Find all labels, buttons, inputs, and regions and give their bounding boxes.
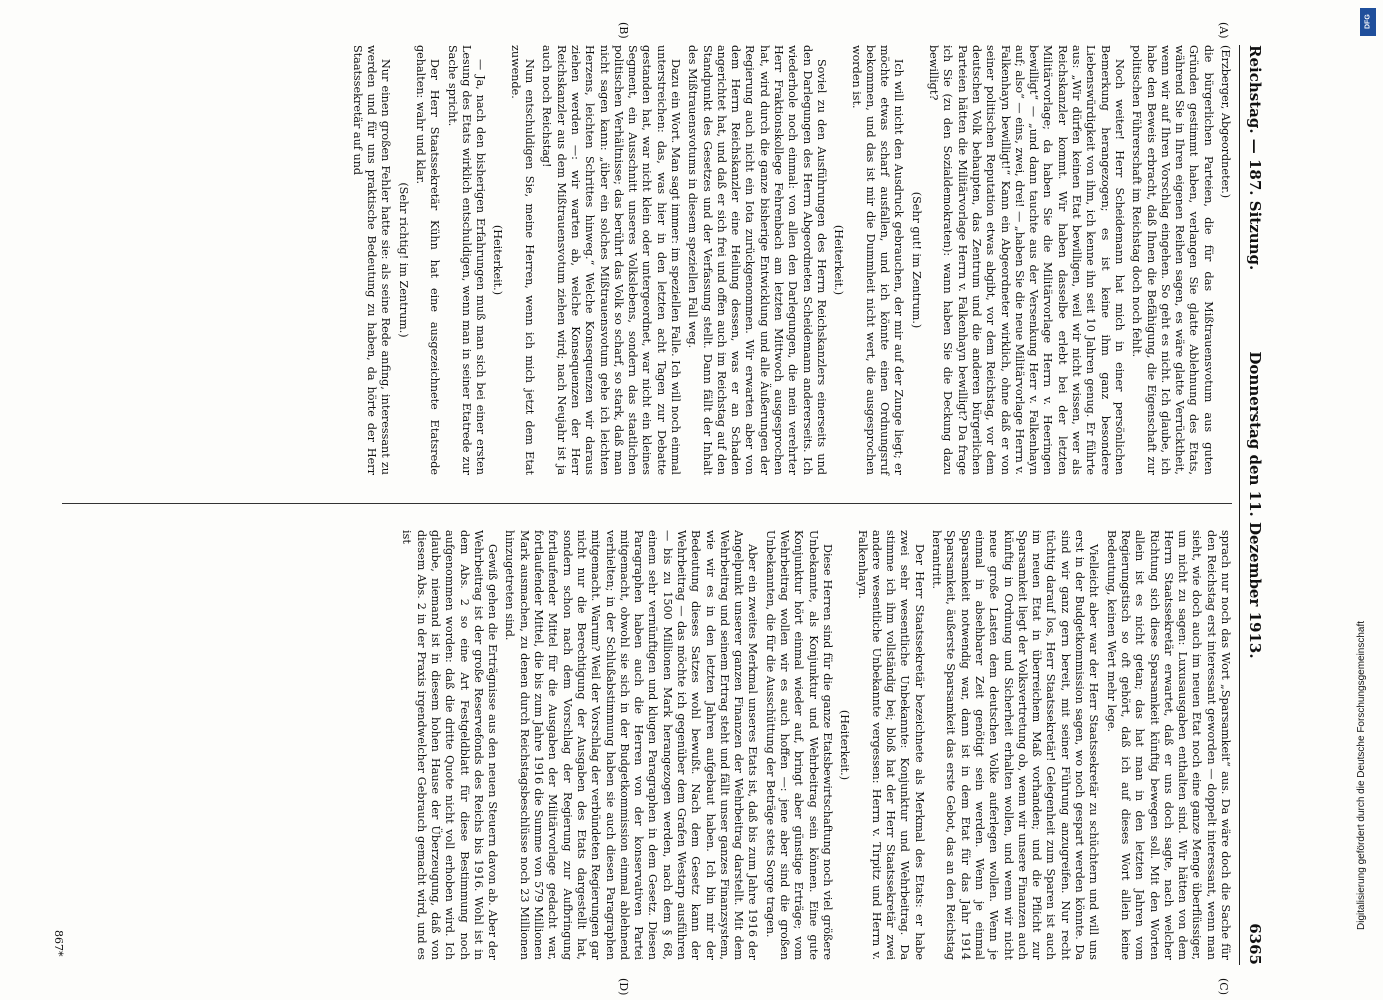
paragraph: Nun entschuldigen Sie, meine Herren, wenn ich mich jetzt dem Etat zuwende. [508,45,537,475]
header-date: Donnerstag den 11. Dezember 1913. [1246,351,1264,659]
left-column [346,45,1232,475]
paragraph: — Ja, nach den bisherigen Erfahrungen muß man sich bei einer ersten Lesung des Etats wirklich entschuldigen, wenn man in seiner Etatrede zur Sache spricht. [445,45,488,475]
margin-marker-d: (D) [617,978,630,996]
paragraph: Aber ein zweites Merkmal unseres Etats ist, daß bis zum Jahre 1916 der Angelpunkt unserer ganzen Finanzen der Wehrbeitrag darstellt. Mit dem Wehrbeitrag und seinem Ertrag steht und fällt unser ganzes Finanzsystem, wie wir es in den letzten Jahren aufgebaut haben. Ich bin mir der Bedeutung dieses Satzes wohl bewußt. Nach dem Gesetz kann der Wehrbeitrag — das möchte ich gegenüber dem Grafen Westarp ausführen — bis zu 1500 Millionen Mark herangezogen werden, nach dem § 68, einem sehr vernünftigen und klugen Paragraphen in dem Gesetz. Diesen Paragraphen haben auch die Herren von der konservativen Partei mitgemacht, obwohl sie sich in der Budgetkommission einmal ablehnend verhielten; in der Schlußabstimmung haben sie auch diesen Paragraphen mitgemacht. Warum? Weil der Vorschlag der verbündeten Regierungen gar nicht nur die Berechtigung der Ausgaben des Etats dargestellt hat, sondern schon nach dem Vorschlag der Regierung zur Aufbringung fortlaufender Mittel für die Ausgaben der Militärvorlage gedacht war, fortlaufender Mittel, die bis zum Jahre 1916 die Summe von 579 Millionen Mark ausmachen, zu denen durch Reichstagsbeschlüsse noch 23 Millionen hinzugetreten sind. [503,530,760,960]
interjection: (Heiterkeit.) [838,709,852,781]
paragraph: Diese Herren sind für die ganze Etatsbewirtschaftung noch viel größere Unbekannte, als Konjunktur und Wehrbeitrag sein können. Eine gute Konjunktur hört einmal wieder auf, bringt aber günstige Erträge; vom Wehrbeitrag wollen wir es auch hoffen —: jene aber sind die großen Unbekannten, die für die Ausschüttung der Beträge stets Sorge tragen. [763,530,834,960]
paragraph: Ich will nicht den Ausdruck gebrauchen, der mir auf der Zunge liegt; er möchte etwas scharf ausfallen, und ich könnte einen Ordnungsruf bekommen, und das ist mir die Dummheit nicht wert, die ausgesprochen worden ist. [849,45,906,475]
paragraph: Vielleicht aber war der Herr Staatssekretär zu schüchtern und will uns erst in der Budgetkommission sagen, wo noch gespart werden könnte. Da sind wir ganz gern bereit, mit seiner Führung anzugreifen. Nur recht tüchtig darauf los, Herr Staatssekretär! Gelegenheit zum Sparen ist auch im neuen Etat in überreichem Maß vorhanden; und die Pflicht zur Sparsamkeit liegt der Volksvertretung ob, wenn wir unsere Finanzen auch künftig in Ordnung und Sicherheit erhalten wollen, und wenn wir nicht neue große Lasten dem deutschen Volke auferlegen wollen. Wenn je einmal in absehbarer Zeit genötigt sein werden. Wenn je einmal Sparsamkeit notwendig war, dann ist in dem Etat für das Jahr 1914 Sparsamkeit, äußerste Sparsamkeit das erste Gebot, das an den Reichstag herantritt. [930,530,1101,960]
right-column [396,530,1232,960]
page-number: 6365 [1246,923,1264,965]
paragraph: sprach nur noch das Wort „Sparsamkeit“ aus. Da wäre doch die Sache für den Reichstag erst interessant geworden — doppelt interessant, wenn man sieht, wie doch auch im neuen Etat noch eine ganze Menge überflüssiger, um nicht zu sagen: Luxusausgaben enthalten sind. Wir hätten von dem Herrn Staatssekretär erwartet, daß er uns doch sagte, nach welcher Richtung sich diese Sparsamkeit künftig bewegen soll. Mit den Worten allein ist es nicht getan; das hat man in den letzten Jahren vom Regierungstisch so oft gehört, daß ich auf dieses Wort allein keine Bedeutung, keinen Wert mehr lege. [1104,530,1232,960]
paragraph: die bürgerlichen Parteien, die für das Mißtrauensvotum aus guten Gründen gestimmt haben, verlangen Sie glatte Ablehnung des Etats, während Sie in Ihren eigenen Reihen sagen, es wäre glatte Verrücktheit, wenn wir auf Ihren Vorschlag eingehen. So geht es nicht. Ich glaube, ich habe den Beweis erbracht, daß Ihnen die Befähigung, die Eigenschaft zur politischen Führerschaft im Reichstag doch noch fehlt. [1130,45,1215,475]
header-left: Reichstag. — 187. Sitzung. [1246,45,1264,271]
dfg-logo: DFG [1360,8,1376,36]
paragraph: Der Herr Staatssekretär Kühn hat eine ausgezeichnete Etatsrede gehalten: wahr und klar. [413,45,442,475]
paragraph: Gewiß gehen die Erträgnisse aus den neuen Steuern davon ab. Aber der Wehrbeitrag ist der große Reservefonds des Reichs bis 1916. Wohl ist in dem Abs. 2 so eine Art Festgeldblatt für diese Bestimmung noch aufgenommen worden: daß die dritte Quote nicht voll erhoben wird. Ich glaube, niemand ist in diesem hohen Hause der Überzeugung, daß von diesem Abs. 2 in der Praxis irgendwelcher Gebrauch gemacht wird, und es ist [400,530,500,960]
paragraph: Der Herr Staatssekretär bezeichnete als Merkmal des Etats: er habe zwei sehr wesentliche Unbekannte: Konjunktur und Wehrbeitrag. Da stimme ich ihm vollständig bei; bloß hat der Herr Staatssekretär zwei andere wesentliche Unbekannte vergessen: Herrn v. Tirpitz und Herrn v. Falkenhayn. [855,530,926,960]
interjection: (Sehr gut! im Zentrum.) [909,191,923,329]
paragraph: Dazu ein Wort. Man sagt immer: im speziellen Falle. Ich will noch einmal unterstreichen: das, was hier in den letzten acht Tagen zur Debatte gestanden hat, war nicht klein oder untergeordnet, war nicht ein kleines Segment, ein Ausschnitt unseres Volkslebens, sondern das staatlichen politischen Verhältnisse; das berührt das Volk so scharf, so stark, daß man nicht sagen kann: „über ein solches Mißtrauensvotum gehe ich leichten Herzens, leichten Schrittes hinweg.“ Welche Konsequenzen wir daraus ziehen werden —: wir warten ab, welche Konsequenzen der Herr Reichskanzler aus dem Mißtrauensvotum ziehen wird; nach Neujahr ist ja auch noch Reichstag! [540,45,683,475]
page-header [1239,45,1270,965]
paragraph: Soviel zu den Ausführungen des Herrn Reichskanzlers einerseits und den Darlegungen des Herrn Abgeordneten Scheidemann andererseits. Ich wiederhole noch einmal: von allen den Darlegungen, die mein verehrter Herr Fraktionskollege Fehrenbach am letzten Mittwoch ausgesprochen hat, wird durch die ganze bisherige Entwicklung und alle Äußerungen der Regierung auch nicht ein Iota zurückgenommen. Wir erwarten aber von dem Herrn Reichskanzler eine Heilung dessen, was er an Schaden angerichtet hat, und daß er sich frei und offen auch im Reichstag auf den Standpunkt des Gesetzes und der Verfassung stellt. Dann fällt der Inhalt des Mißtrauensvotums in diesem speziellen Fall weg. [686,45,828,475]
interjection: (Sehr richtig! im Zentrum.) [396,182,410,338]
column-divider [62,503,1232,504]
paragraph: Noch weiter! Herr Scheidemann hat mich in einer persönlichen Bemerkung herangezogen; es ist keine ihm ganz besondere Liebenswürdigkeit von ihm, ich kenne ihn seit 10 Jahren genug. Er führte aus: „Wir dürfen keinen Etat bewilligen, weil wir nicht wissen, wer als Reichskanzler kommt. Wir haben dasselbe erlebt bei der letzten Militärvorlage; da haben Sie die Militärvorlage Herrn v. Heeringen bewilligt“ — „und dann tauchte aus der Versenkung Herr v. Falkenhayn auf; also“ — eins, zwei, drei! — „haben Sie die neue Militärvorlage Herrn v. Falkenhayn bewilligt!“ Kann ein Abgeordneter wirklich, ohne daß er von seiner politischen Reputation etwas abgibt, vor dem Reichstag, vor dem deutschen Volk behaupten, das Zentrum und die anderen bürgerlichen Parteien hätten die Militärvorlage Herrn v. Falkenhayn bewilligt? Da frage ich Sie (zu den Sozialdemokraten): wann haben Sie die Deckung dazu bewilligt? [927,45,1126,475]
digitization-credit: Digitalisierung gefördert durch die Deutsche Forschungsgemeinschaft [1356,620,1367,930]
paragraph: Nur einen großen Fehler hatte sie: als seine Rede anfing, interessant zu werden und für uns praktische Bedeutung zu haben, da hörte der Herr Staatssekretär auf und [350,45,393,475]
margin-marker-b: (B) [617,22,630,39]
margin-marker-a: (A) [1217,22,1230,39]
credit-strip [1352,0,1376,1000]
interjection: (Heiterkeit.) [832,224,846,296]
speaker-note: (Erzberger, Abgeordneter.) [1219,45,1232,199]
signature-mark: 867* [52,930,65,957]
interjection: (Heiterkeit.) [491,224,505,296]
margin-marker-c: (C) [1217,978,1230,995]
